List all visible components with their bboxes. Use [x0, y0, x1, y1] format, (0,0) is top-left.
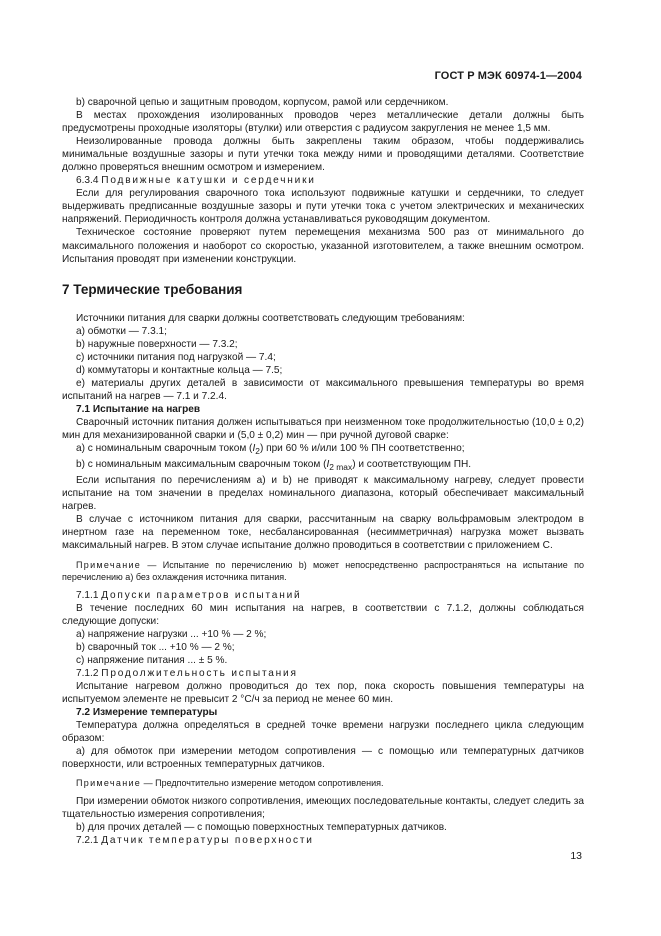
symbol-subscript: 2 max: [329, 462, 353, 473]
subsection-heading-6-3-4: [62, 174, 584, 187]
list-item: d) коммутаторы и контактные кольца — 7.5;: [76, 364, 283, 376]
list-item: c) напряжение питания ... ± 5 %.: [76, 654, 228, 666]
list-item-text: b) с номинальным максимальным сварочным током (: [76, 459, 327, 471]
list-item: b) сварочный ток ... +10 % — 2 %;: [76, 641, 235, 653]
paragraph: Техническое состояние проверяют путем перемещения механизма 500 раз от минимального до максимального положения и наоборот со скоростью, указанной изготовителем, а также внешним осмотром. Испытания проводят при изменении конструкции.: [62, 227, 584, 265]
paragraph: Сварочный источник питания должен испытываться при неизменном токе продолжительностью (10,0 ± 0,2) мин для механизированной сварки и (5,0 ± 0,2) мин — при ручной дуговой сварке:: [62, 417, 584, 442]
note-text: — Предпочтительно измерение методом сопротивления.: [141, 778, 384, 789]
list-item: [62, 458, 584, 474]
section-title: Датчик температуры поверхности: [101, 835, 314, 847]
paragraph: Если испытания по перечислениям a) и b) не приводят к максимальному нагреву, следует провести испытание на том значении в пределах номинального диапазона, который обеспечивает максимальный нагрев.: [62, 475, 584, 513]
subsection-heading-7-1: 7.1 Испытание на нагрев: [76, 403, 201, 415]
section-title: Подвижные катушки и сердечники: [101, 175, 316, 187]
note: [62, 559, 584, 583]
section-title: Продолжительность испытания: [101, 667, 298, 679]
section-number: 7.1.1: [76, 589, 99, 601]
section-number: 7.2.1: [76, 835, 99, 847]
document-header: ГОСТ Р МЭК 60974-1—2004: [434, 70, 582, 82]
paragraph: Температура должна определяться в средней точке времени нагрузки последнего цикла следующим образом:: [62, 720, 584, 745]
current-symbol: [326, 459, 353, 473]
paragraph: Источники питания для сварки должны соответствовать следующим требованиям:: [76, 312, 465, 324]
paragraph: В случае с источником питания для сварки, рассчитанным на сварку вольфрамовым электродом в инертном газе на переменном токе, несбалансированная (несимметричная) нагрузка может вызвать максимальный нагрев. В этом случае испытание должно проводиться в соответствии с приложением С.: [62, 514, 584, 552]
page-number: 13: [570, 850, 582, 862]
paragraph: Испытание нагревом должно проводиться до тех пор, пока скорость повышения температуры на испытуемом элементе не превысит 2 °С/ч за период не менее 60 мин.: [62, 680, 584, 705]
paragraph: b) сварочной цепью и защитным проводом, корпусом, рамой или сердечником.: [76, 97, 449, 108]
list-item: a) для обмоток при измерении методом сопротивления — с помощью или температурных датчиков поверхности, или встроенных температурных датчиков.: [62, 746, 584, 771]
subsection-heading-7-1-2: [62, 667, 584, 680]
symbol-letter: I: [326, 459, 330, 471]
section-title: Допуски параметров испытаний: [101, 589, 302, 601]
note: [62, 777, 584, 789]
paragraph: Если для регулирования сварочного тока используют подвижные катушки и сердечники, то следует выдерживать предписанные воздушные зазоры и пути утечки тока с учетом электрических и механических напряжений. Периодичность контроля должна устанавливаться руководящим документом.: [62, 188, 584, 226]
paragraph: Неизолированные провода должны быть закреплены таким образом, чтобы поддерживались минимальные воздушные зазоры и пути утечки тока между ними и проводящими деталями. Соответствие должно проверяться внешним осмотром и измерением.: [62, 136, 584, 174]
note-text: — Испытание по перечислению b) может непосредственно распространяться на испытание по перечислению a) без охлаждения источника питания.: [62, 559, 584, 582]
list-item: e) материалы других деталей в зависимости от максимального превышения температуры во время испытаний на нагрев — 7.1 и 7.2.4.: [62, 377, 584, 402]
list-item: b) для прочих деталей — с помощью поверхностных температурных датчиков.: [76, 822, 447, 834]
subsection-heading-7-2: 7.2 Измерение температуры: [76, 706, 218, 718]
symbol-subscript: 2: [255, 446, 260, 457]
list-item-text: a) с номинальным сварочным током (: [76, 443, 253, 455]
section-number: 7.1.2: [76, 667, 99, 679]
paragraph: В течение последних 60 мин испытания на нагрев, в соответствии с 7.1.2, должны соблюдаться следующие допуски:: [62, 602, 584, 627]
list-item: c) источники питания под нагрузкой — 7.4;: [76, 351, 276, 363]
document-body: [62, 96, 584, 847]
list-item-text: ) и соответствующим ПН.: [352, 459, 472, 471]
note-label: Примечание: [76, 559, 142, 570]
list-item: [62, 442, 584, 458]
note-label: Примечание: [76, 778, 142, 789]
list-item: a) обмотки — 7.3.1;: [76, 325, 167, 337]
symbol-letter: I: [252, 443, 256, 455]
list-item: a) напряжение нагрузки ... +10 % — 2 %;: [76, 628, 267, 640]
subsection-heading-7-1-1: [62, 589, 584, 602]
subsection-heading-7-2-1: [62, 834, 584, 847]
paragraph: В местах прохождения изолированных проводов через металлические детали должны быть предусмотрены проходные изоляторы (втулки) или отверстия с радиусом закругления не менее 1,5 мм.: [62, 110, 584, 135]
list-item-text: ) при 60 % и/или 100 % ПН соответственно;: [259, 443, 465, 455]
list-item: b) наружные поверхности — 7.3.2;: [76, 338, 238, 350]
paragraph: При измерении обмоток низкого сопротивления, имеющих последовательные контакты, следует следить за тщательностью измерения сопротивления;: [62, 796, 584, 821]
section-heading-7: 7 Термические требования: [62, 281, 243, 297]
current-symbol: [252, 443, 260, 457]
section-number: 6.3.4: [76, 175, 99, 187]
